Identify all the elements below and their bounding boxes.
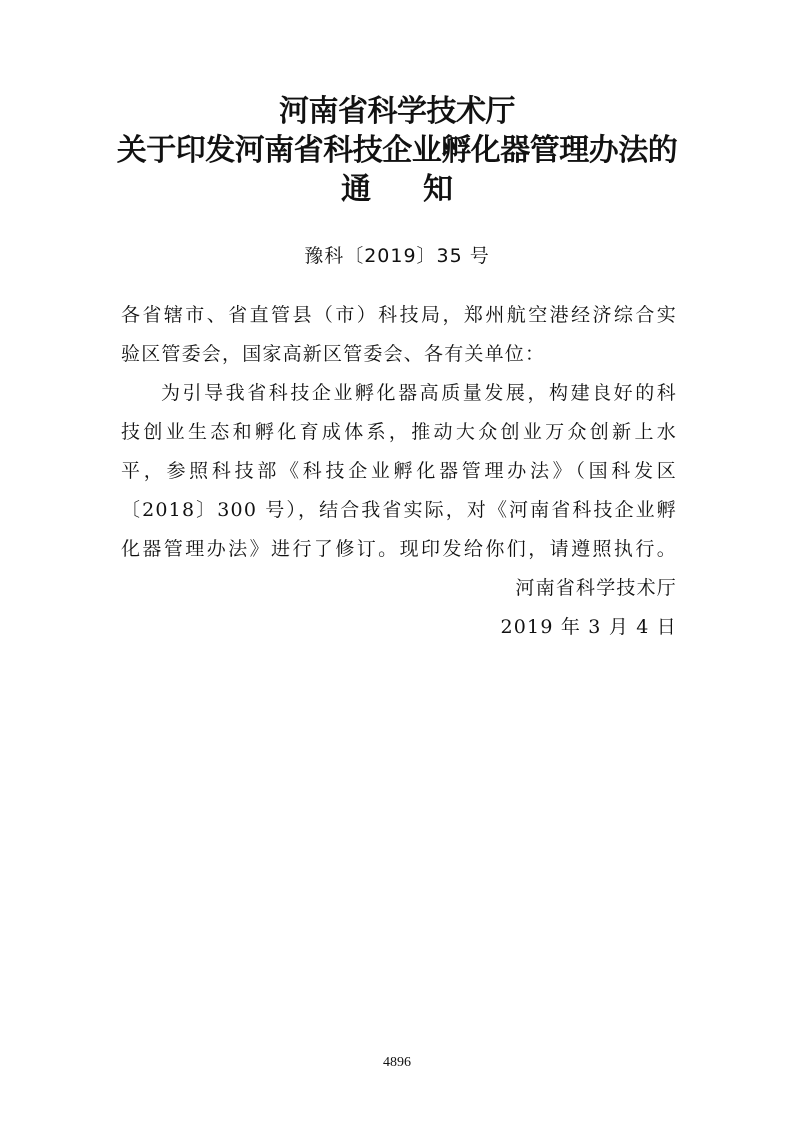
title-line-subject: 关于印发河南省科技企业孵化器管理办法的 — [116, 133, 678, 168]
addressee-line: 验区管委会，国家高新区管委会、各有关单位： — [121, 343, 546, 365]
title-line-notice: 通知 — [341, 172, 505, 207]
paragraph-line: 技创业生态和孵化育成体系，推动大众创业万众创新上水 — [121, 421, 677, 443]
paragraph-line: 为引导我省科技企业孵化器高质量发展，构建良好的科 — [161, 382, 677, 404]
paragraph-line: 〔2018〕300 号），结合我省实际，对《河南省科技企业孵 — [121, 499, 677, 521]
addressee-line: 各省辖市、省直管县（市）科技局，郑州航空港经济综合实 — [121, 304, 677, 326]
title-line-issuer: 河南省科学技术厅 — [279, 94, 515, 129]
paragraph-line: 平，参照科技部《科技企业孵化器管理办法》（国科发区 — [121, 460, 677, 482]
page-number: 4896 — [383, 1055, 411, 1070]
document-number: 豫科〔2019〕35 号 — [304, 245, 490, 267]
document-body — [121, 296, 677, 647]
document-title — [0, 92, 794, 209]
paragraph-line: 化器管理办法》进行了修订。现印发给你们，请遵照执行。 — [121, 538, 677, 560]
issue-date: 2019 年 3 月 4 日 — [500, 616, 677, 638]
signature: 河南省科学技术厅 — [515, 577, 677, 599]
